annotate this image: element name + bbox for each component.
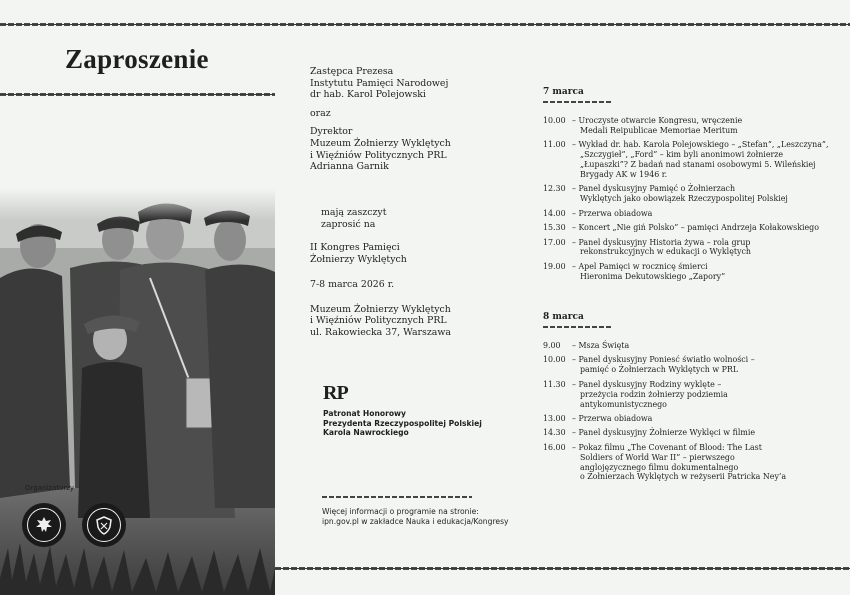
schedule-time: 9.00 [543, 341, 561, 350]
schedule-time: 17.00 [543, 237, 566, 247]
event-venue: Muzeum Żołnierzy Wyklętych [310, 303, 451, 315]
shield-icon [93, 514, 115, 536]
patronage-line: Prezydenta Rzeczypospolitej Polskiej [323, 418, 482, 428]
schedule-item: 12.30 – Panel dyskusyjny Pamięć o Żołnierzach Wyklętych jako obowiązek Rzeczypospolitej Polskiej [543, 184, 788, 204]
invite-block [321, 207, 387, 230]
hosts-block [310, 66, 451, 173]
schedule-item: 19.00 – Apel Pamięci w rocznicę śmierci Hieronima Dekutowskiego „Zapory” [543, 261, 726, 281]
schedule-item: 11.30 – Panel dyskusyjny Rodziny wyklęte – przeżycia rodzin żołnierzy podziemia antykomunistycznego [543, 379, 728, 409]
host-line: Instytutu Pamięci Narodowej [310, 77, 449, 89]
day-1-schedule [543, 116, 833, 286]
host-line: Dyrektor [310, 126, 353, 138]
host-line: Adrianna Garnik [310, 161, 389, 173]
host-conjunction: oraz [310, 107, 331, 119]
more-info-line: Więcej informacji o programie na stronie: [322, 507, 479, 516]
invite-line: zaprosić na [321, 218, 376, 230]
event-name: II Kongres Pamięci [310, 242, 400, 253]
schedule-item: 13.00 – Przerwa obiadowa [543, 413, 653, 423]
rp-logo: RP [323, 382, 348, 404]
schedule-time: 10.00 [543, 355, 566, 365]
patronage-line: Patronat Honorowy [323, 409, 407, 418]
invite-line: mają zaszczyt [321, 207, 387, 218]
schedule-time: 12.30 [543, 184, 566, 194]
ipn-logo-icon [22, 503, 66, 547]
schedule-time: 19.00 [543, 261, 566, 271]
schedule-time: 14.00 [543, 208, 566, 218]
schedule-item: 16.00 – Pokaz filmu „The Covenant of Blood: The Last Soldiers of World War II” – pierwszego anglojęzycznego filmu dokumentalnego o Żołnierzach Wyklętych w reżyserii Patricka Ney’a [543, 442, 787, 482]
top-dotted-rule [0, 23, 850, 26]
host-line: i Więźniów Politycznych PRL [310, 149, 447, 161]
schedule-item: 10.00 – Panel dyskusyjny Poniesć światło wolności – pamięć o Żołnierzach Wyklętych w PRL [543, 355, 755, 375]
more-info-line: ipn.gov.pl w zakładce Nauka i edukacja/Kongresy [322, 516, 509, 526]
schedule-time: 16.00 [543, 442, 566, 452]
schedule-item: 11.00 – Wykład dr. hab. Karola Polejowskiego – „Stefan”, „Leszczyna”, „Szczygieł”, „Ford” – kim byli anonimowi żołnierze „Łupaszki”? Z badań nad stanami osobowymi 5. Wileńskiej Brygady AK w 1946 r. [543, 140, 829, 180]
event-dates: 7-8 marca 2026 r. [310, 279, 395, 291]
schedule-item: 10.00 – Uroczyste otwarcie Kongresu, wręczenie Medali Reipublicae Memoriae Meritum [543, 116, 743, 135]
more-info-block [322, 507, 509, 526]
schedule-time: 13.00 [543, 413, 566, 423]
day-divider [543, 326, 613, 328]
host-line: Muzeum Żołnierzy Wyklętych [310, 137, 451, 149]
schedule-item: 17.00 – Panel dyskusyjny Historia żywa – rola grup rekonstrukcyjnych w edukacji o Wyklętych [543, 237, 751, 257]
eagle-icon [33, 514, 55, 536]
schedule-item: 14.00 – Przerwa obiadowa [543, 208, 653, 218]
schedule-item: 15.30 – Koncert „Nie giń Polsko” – pamięci Andrzeja Kołakowskiego [543, 223, 819, 233]
schedule-time: 14.30 [543, 428, 566, 438]
schedule-time: 11.30 [543, 379, 566, 389]
event-name: Żołnierzy Wyklętych [310, 253, 407, 265]
day-heading: 8 marca [543, 312, 584, 322]
event-block [310, 242, 451, 339]
schedule-time: 10.00 [543, 116, 566, 125]
host-line: dr hab. Karol Polejowski [310, 89, 426, 101]
day-heading: 7 marca [543, 87, 584, 97]
patronage-line: Karola Nawrockiego [323, 428, 409, 438]
day-2-schedule [543, 341, 833, 487]
host-line: Zastępca Prezesa [310, 66, 394, 77]
schedule-time: 11.00 [543, 140, 566, 150]
schedule-time: 15.30 [543, 223, 566, 233]
organizers-label: Organizatorzy [25, 484, 75, 492]
day-divider [543, 101, 613, 103]
patronage-block [323, 383, 482, 438]
museum-logo-icon [82, 503, 126, 547]
event-venue: i Więźniów Politycznych PRL [310, 315, 447, 327]
bottom-dotted-rule [275, 567, 850, 570]
info-divider [322, 496, 472, 498]
schedule-item: 9.00 – Msza Święta [543, 341, 630, 350]
title-dotted-rule [0, 93, 275, 96]
page-title: Zaproszenie [65, 44, 209, 74]
schedule-item: 14.30 – Panel dyskusyjny Żołnierze Wyklęci w filmie [543, 428, 756, 438]
event-venue: ul. Rakowiecka 37, Warszawa [310, 326, 451, 338]
